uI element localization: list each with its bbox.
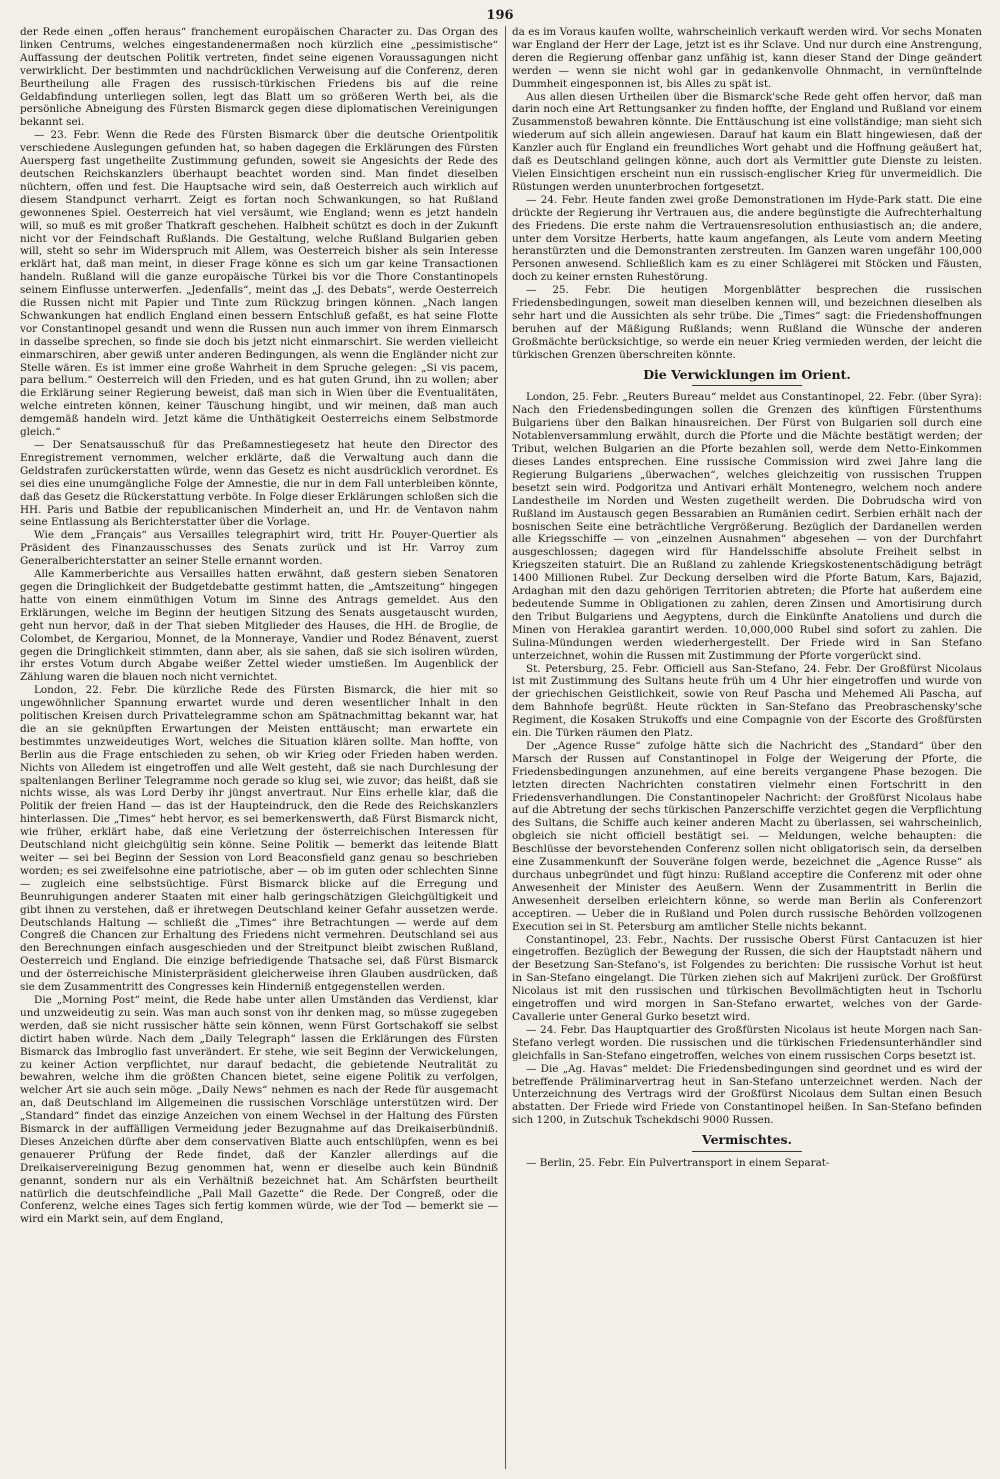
paragraph: — 23. Febr. Wenn die Rede des Fürsten Bismarck über die deutsche Orientpolitik verschiedene Auslegungen gefunden hat, so haben dagegen die Erklärungen des Fürsten Auersperg fast ungetheilte Zustimmung gefunden, soweit sie Angesichts der Rede des deutschen Reichskanzlers überhaupt beachtet worden sind. Man findet dieselben nüchtern, offen und fest. Die Hauptsache wird sein, daß Oesterreich auch wirklich auf diesem Standpunct verharrt. Zeigt es fortan noch Schwankungen, so hat Rußland gewonnenes Spiel. Oesterreich hat viel versäumt, wie England; wenn es jetzt handeln will, so muß es mit großer Thatkraft geschehen. Halbheit schützt es doch in der Zukunft nicht vor der Feindschaft Rußlands. Die Gestaltung, welche Rußland Bulgarien geben will, steht so sehr im Widerspruch mit Allem, was Oesterreich bisher als sein Interesse erklärt hat, daß man meint, in dieser Frage könne es sich um gar keine Transactionen handeln. Rußland will die ganze europäische Türkei bis vor die Thore Constantinopels seinem Einflusse unterwerfen. „Jedenfalls“, meint das „J. des Debats“, werde Oesterreich die Russen nicht mit Papier und Tinte zum Rückzug bringen können. „Nach langen Schwankungen hat endlich England einen bessern Entschluß gefaßt, es hat seine Flotte vor Constantinopel gesandt und wenn die Russen nun auch immer von ihrem Einmarsch in dasselbe sprechen, so finde sie doch bis jetzt nicht einmarschirt. Sie werden vielleicht einmarschiren, aber gewiß unter anderen Bedingungen, als wenn die Engländer nicht zur Stelle wären. Es ist immer eine große Wahrheit in dem Spruche gelegen: „Si vis pacem, para bellum.“ Oesterreich will den Frieden, und es hat guten Grund, ihn zu wollen; aber die Erklärung seiner Regierung beweist, daß man sich in Wien über die Eventualitäten, welche eintreten können, keiner Täuschung hingibt, und wir meinen, daß man auch demgemäß handeln wird. Jetzt käme die Unthätigkeit Oesterreichs einem Selbstmorde gleich.“ [20,129,498,439]
paragraph: Aus allen diesen Urtheilen über die Bismarck'sche Rede geht offen hervor, daß man darin noch eine Art Rettungsanker zu finden hoffte, der England und Rußland vor einem Zusammenstoß bewahren könnte. Die Enttäuschung ist eine vollständige; man sieht sich wiederum auf sich allein angewiesen. Darauf hat kaum ein Blatt hingewiesen, daß der Kanzler auch für England ein freundliches Wort gehabt und die Hoffnung geäußert hat, daß es Deutschland gelingen könne, auch dort als Vermittler gute Dienste zu leisten. Vielen Einsichtigen erscheint nun ein russisch-englischer Krieg für unvermeidlich. Die Rüstungen werden ununterbrochen fortgesetzt. [512,90,982,193]
paragraph: St. Petersburg, 25. Febr. Officiell aus San-Stefano, 24. Febr. Der Großfürst Nicolaus ist mit Zustimmung des Sultans heute früh um 4 Uhr hier eingetroffen und wurde von der griechischen Geistlichkeit, sowie von Reuf Pascha und Mehemed Ali Pascha, auf dem Bahnhofe begrüßt. Heute rückten in San-Stefano das Preobraschensky'sche Regiment, die Kosaken Strukoffs und eine Compagnie von der Escorte des Großfürsten ein. Die Türken räumen den Platz. [512,662,982,740]
page-number: 196 [486,8,514,23]
section-rule [692,385,802,386]
paragraph: — 24. Febr. Das Hauptquartier des Großfürsten Nicolaus ist heute Morgen nach San-Stefano verlegt worden. Die russischen und die türkischen Friedensunterhändler sind gleichfalls in San-Stefano eingetroffen, welches von einem russischen Corps besetzt ist. [512,1023,982,1062]
paragraph: da es im Voraus kaufen wollte, wahrscheinlich verkauft werden wird. Vor sechs Monaten war England der Herr der Lage, jetzt ist es ihr Sclave. Und nur durch eine Anstrengung, deren die Regierung offenbar ganz unfähig ist, kann dieser Stand der Dinge geändert werden — wenn sie nicht wohl gar in gedankenvolle Ohnmacht, in vernünftelnde Dummheit eingesponnen ist, bis Alles zu spät ist. [512,26,982,90]
paragraph: — Berlin, 25. Febr. Ein Pulvertransport in einem Separat- [526,1157,830,1170]
paragraph: Der „Agence Russe“ zufolge hätte sich die Nachricht des „Standard“ über den Marsch der Russen auf Constantinopel in Folge der Weigerung der Pforte, die Friedensbedingungen anzunehmen, auf eine bereits vergangene Phase bezogen. Die letzten directen Nachrichten constatiren vielmehr einen Fortschritt in den Friedensverhandlungen. Die Constantinopeler Nachricht: der Großfürst Nicolaus habe auf die Abtretung der sechs türkischen Panzerschiffe verzichtet gegen die Verpflichtung des Sultans, die Schiffe auch keiner anderen Macht zu überlassen, sei wahrscheinlich, obgleich sie nicht officiell bestätigt sei. — Meldungen, welche behaupten: die Beschlüsse der bevorstehenden Conferenz sollen nicht obligatorisch sein, da derselben eine Zusammenkunft der Souveräne folgen werde, bezeichnet die „Agence Russe“ als durchaus unbegründet und fügt hinzu: Rußland acceptire die Conferenz mit oder ohne Anwesenheit der Minister des Aeußern. Wenn der Zusammentritt in Berlin die Anwesenheit derselben erleichtern könne, so werde man Berlin als Conferenzort acceptiren. — Ueber die in Rußland und Polen durch russische Behörden vollzogenen Execution sei in St. Petersburg am amtlicher Stelle nichts bekannt. [512,739,982,933]
paragraph: der Rede einen „offen heraus“ franchement europäischen Character zu. Das Organ des linken Centrums, welches eingestandenermaßen noch kürzlich eine „pessimistische“ Auffassung der deutschen Politik vertreten, findet seine eigenen Voraussagungen nicht verwirklicht. Der bestimmten und nachdrücklichen Verweisung auf die Conferenz, deren Beurtheilung alle Fragen des russisch-türkischen Friedens bis auf die reine Geldabfindung unterliegen sollen, legt das Blatt um so größeren Werth bei, als die persönliche Abneigung des Fürsten Bismarck gegen diese diplomatischen Vereinigungen bekannt sei. [20,26,498,129]
paragraph: — 25. Febr. Die heutigen Morgenblätter besprechen die russischen Friedensbedingungen, soweit man dieselben kennen will, und bezeichnen dieselben als sehr hart und die Aussichten als sehr trübe. Die „Times“ sagt: die Friedenshoffnungen beruhen auf der Mäßigung Rußlands; wenn Rußland die Wünsche der anderen Großmächte berücksichtige, so werde ein neuer Krieg vermieden werden, der leicht die türkischen Grenzen überschreiten könnte. [512,284,982,361]
paragraph: London, 22. Febr. Die kürzliche Rede des Fürsten Bismarck, die hier mit so ungewöhnlicher Spannung erwartet wurde und deren wesentlicher Inhalt in den politischen Kreisen durch Privattelegramme schon am Spätnachmittag bekannt war, hat die an sie geknüpften Erwartungen der Meisten enttäuscht; man erwartete ein bestimmtes unzweideutiges Wort, welches die Situation klären sollte. Man hoffte, von Berlin aus die Frage entschieden zu sehen, ob wir Krieg oder Frieden haben werden. Nichts von Alledem ist eingetroffen und alle Welt gesteht, daß sie nach Durchlesung der spaltenlangen Berliner Telegramme noch gerade so klug sei, wie zuvor; das heißt, daß sie nichts wisse, als was Lord Derby ihr jüngst anvertraut. Nur Eins erhelle klar, daß die Politik der freien Hand — das ist der Haupteindruck, den die Rede des Reichskanzlers hinterlassen. Die „Times“ hebt hervor, es sei bemerkenswerth, daß Fürst Bismarck nicht, wie früher, erklärt habe, daß eine Verletzung der österreichischen Interessen für Deutschland nicht gleichgültig sein könne. Seine Politik — bemerkt das leitende Blatt weiter — sei bei Beginn der Session von Lord Beaconsfield ganz genau so beschrieben worden; es sei zweifelsohne eine patriotische, aber — ob im guten oder schlechten Sinne — zugleich eine selbstsüchtige. Fürst Bismarck blicke auf die Erregung und Beunruhigungen anderer Staaten mit einer halb geringschätzigen Gleichgültigkeit und gibt ihnen zu verstehen, daß er ihretwegen Deutschland keiner Gefahr aussetzen werde. Deutschlands Haltung — schließt die „Times“ ihre Betrachtungen — werde auf dem Congreß die Chancen zur Erhaltung des Friedens nicht vermehren. Deutschland sei aus den Berechnungen einfach ausgeschieden und der Streitpunct bleibt zwischen Rußland, Oesterreich und England. Die einzige befriedigende Thatsache sei, daß Fürst Bismarck und der österreichische Ministerpräsident gleicherweise ihren Glauben ausdrücken, daß sie dem Zusammentritt des Congresses kein Hinderniß entgegenstellen werden. [20,684,498,994]
section-title-vermischtes: Vermischtes. [702,1132,792,1148]
right-column [512,26,982,1469]
column-divider [505,26,506,1469]
paragraph: London, 25. Febr. „Reuters Bureau“ meldet aus Constantinopel, 22. Febr. (über Syra): Nach den Friedensbedingungen sollen die Grenzen des künftigen Fürstenthums Bulgariens über den Balkan hinausreichen. Der Fürst von Bulgarien soll durch eine Notablenversammlung erwählt, durch die Pforte und die Mächte bestätigt werden; der Tribut, welchen Bulgarien an die Pforte bezahlen soll, werde dem Netto-Einkommen dieses Landes entsprechen. Eine russische Commission wird zwei Jahre lang die Regierung Bulgariens „überwachen“, welches gleichzeitig von russischen Truppen besetzt sein wird. Podgoritza und Antivari erhält Montenegro, welchem noch andere Landestheile im Norden und Westen zugetheilt werden. Die Dobrudscha wird von Rußland im Austausch gegen Bessarabien an Rumänien cedirt. Serbien erhält nach der bosnischen Seite eine beträchtliche Vergrößerung. Bezüglich der Dardanellen werden alle Kriegsschiffe — von „einzelnen Ausnahmen“ abgesehen — von der Durchfahrt ausgeschlossen; dagegen wird für Handelsschiffe absolute Freiheit selbst in Kriegszeiten statuirt. Die an Rußland zu zahlende Kriegskostenentschädigung beträgt 1400 Millionen Rubel. Zur Deckung derselben wird die Pforte Batum, Kars, Bajazid, Ardaghan mit den dazu gehörigen Territorien abtreten; die Pforte hat außerdem eine bedeutende Summe in Obligationen zu zahlen, deren Zinsen und Amortisirung durch den Tribut Bulgariens und Aegyptens, durch die Einkünfte Anatoliens und durch die Minen von Heraklea garantirt werden. 10,000,000 Rubel sind sofort zu zahlen. Die Sulina-Mündungen werden wiederhergestellt. Der Friede wird in San Stefano unterzeichnet, wohin die Russen mit Zustimmung der Pforte vorgerückt sind. [512,391,982,662]
left-column [20,26,498,1469]
paragraph: — Die „Ag. Havas“ meldet: Die Friedensbedingungen sind geordnet und es wird der betreffende Präliminarvertrag heut in San-Stefano unterzeichnet werden. Nach der Unterzeichnung des Vertrags wird der Großfürst Nicolaus dem Sultan einen Besuch abstatten. Der Friede wird Friede von Constantinopel heißen. In San-Stefano befinden sich 1200, in Zutschuk Tschekdschi 9000 Russen. [512,1062,982,1127]
paragraph: Die „Morning Post“ meint, die Rede habe unter allen Umständen das Verdienst, klar und unzweideutig zu sein. Was man auch sonst von ihr denken mag, so müsse zugegeben werden, daß sie nicht russischer hätte sein können, wenn Fürst Gortschakoff sie selbst dictirt haben würde. Nach dem „Daily Telegraph“ lassen die Erklärungen des Fürsten Bismarck das Imbroglio fast unverändert. Er stehe, wie seit Beginn der Verwickelungen, zu keiner Action verpflichtet, nur darauf bedacht, die gebietende Neutralität zu bewahren, welche ihm die größten Chancen bietet, seine eigene Politik zu verfolgen, welcher Art sie auch sein möge. „Daily News“ nehmen es nach der Rede für ausgemacht an, daß Deutschland im Allgemeinen die russischen Vorschläge unterstützen wird. Der „Standard“ findet das einzige Anzeichen von einem Wechsel in der Haltung des Fürsten Bismarck in der auffälligen Vermeidung jeder Bezugnahme auf das Dreikaiserbündniß. Dieses Anzeichen dürfte aber dem conservativen Blatte auch entschlüpfen, wenn es bei genauerer Prüfung der Rede findet, daß der Kanzler allerdings auf die Dreikaiservereinigung Bezug genommen hat, wenn er dieselbe auch kein Bündniß genannt, sondern nur als ein Verhältniß bezeichnet hat. Am Schärfsten beurtheilt natürlich die deutschfeindliche „Pall Mall Gazette“ die Rede. Der Congreß, oder die Conferenz, welche eines Tages sich fertig kommen würde, wie der Tod — bemerkt sie — wird ein Markt sein, auf dem England, [20,993,498,1226]
paragraph: — Der Senatsausschuß für das Preßamnestiegesetz hat heute den Director des Enregistrement vernommen, welcher erklärte, daß die Verwaltung auch dann die Geldstrafen zurückerstatten würde, wenn das Gesetz es nicht ausdrücklich verordnet. Es sei dies eine unumgängliche Folge der Amnestie, die nur in dem Fall unterbleiben könnte, daß das Gesetz die Rückerstattung verböte. In Folge dieser Erklärungen schloßen sich die HH. Paris und Batbie der republicanischen Minderheit an, und Hr. de Ventavon nahm seine Entlassung als Berichterstatter über die Vorlage. [20,439,498,529]
section-rule [692,1151,802,1152]
paragraph: Constantinopel, 23. Febr., Nachts. Der russische Oberst Fürst Cantacuzen ist hier eingetroffen. Bezüglich der Bewegung der Russen, die sich der Hauptstadt nähern und der Besetzung San-Stefano's, ist Folgendes zu berichten: Die russische Vorhut ist heut in San-Stefano eingelangt. Die Türken ziehen sich auf Makrijeni zurück. Der Großfürst Nicolaus ist mit den russischen und türkischen Bevollmächtigten heut in Tschorlu eingetroffen und wird morgen in San-Stefano erwartet, welches von der Garde-Cavallerie unter General Gurko besetzt wird. [512,933,982,1023]
paragraph: Alle Kammerberichte aus Versailles hatten erwähnt, daß gestern sieben Senatoren gegen die Dringlichkeit der Budgetdebatte gestimmt hatten, die „Amtszeitung“ hingegen hatte von einem einmüthigen Votum im Sinne des Antrags gemeldet. Aus den Erklärungen, welche im Beginn der heutigen Sitzung des Senats ausgetauscht wurden, geht nun hervor, daß in der That sieben Mitglieder des Hauses, die HH. de Broglie, de Colombet, de Kergariou, Monnet, de la Monneraye, Vandier und Rodez Bénavent, zuerst gegen die Dringlichkeit stimmten, dann aber, als sie sahen, daß sie sich isoliren würden, ihr erstes Votum durch Abgabe weißer Zettel wieder umstießen. Im Augenblick der Zählung waren die blauen noch nicht vernichtet. [20,568,498,684]
paragraph: Wie dem „Français“ aus Versailles telegraphirt wird, tritt Hr. Pouyer-Quertier als Präsident des Finanzausschusses des Senats zurück und ist Hr. Varroy zum Generalberichterstatter an seiner Stelle ernannt worden. [20,529,498,568]
paragraph: — 24. Febr. Heute fanden zwei große Demonstrationen im Hyde-Park statt. Die eine drückte der Regierung ihr Vertrauen aus, die andere begünstigte die Aufrechterhaltung des Friedens. Die erste nahm die Vertrauensresolution enthusiastisch an; die andere, unter dem Vorsitze Herberts, hatte kaum angefangen, als Leute vom andern Meeting heranstürzten und die Demonstranten zerstreuten. Im Ganzen waren ungefähr 100,000 Personen anwesend. Schließlich kam es zu einer Schlägerei mit Stöcken und Fäusten, doch zu keiner ernsten Ruhestörung. [512,193,982,284]
section-title-orient: Die Verwicklungen im Orient. [643,366,851,382]
